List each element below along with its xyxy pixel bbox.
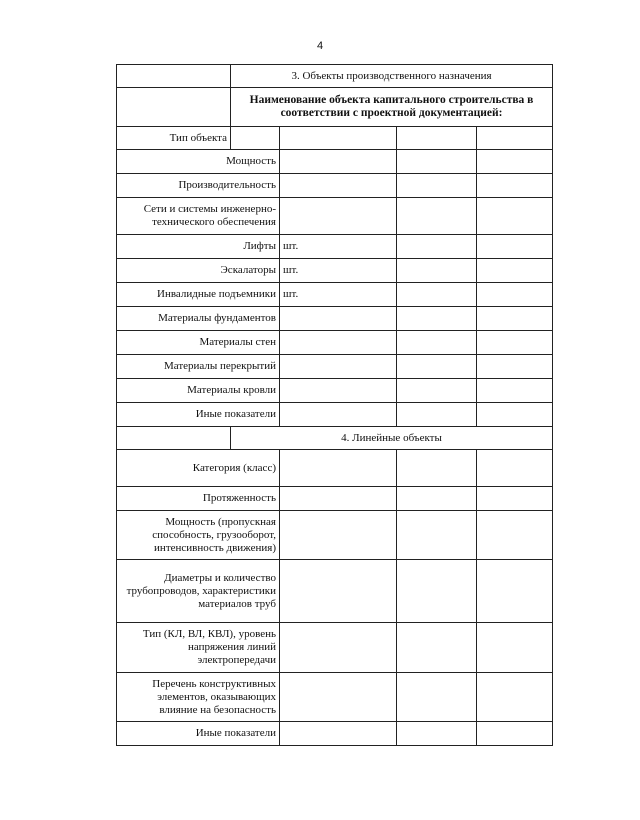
row-label: Иные показатели bbox=[117, 403, 280, 427]
form-table bbox=[116, 64, 553, 746]
row-label: Производительность bbox=[117, 174, 280, 198]
value-cell[interactable] bbox=[477, 259, 553, 283]
value-cell[interactable] bbox=[397, 623, 477, 673]
section3-title-row bbox=[117, 65, 553, 88]
value-cell[interactable] bbox=[397, 560, 477, 623]
table-row bbox=[117, 235, 553, 259]
row-unit[interactable] bbox=[280, 511, 397, 560]
object-type-row bbox=[117, 127, 553, 150]
value-cell[interactable] bbox=[477, 198, 553, 235]
value-cell[interactable] bbox=[397, 355, 477, 379]
value-cell[interactable] bbox=[397, 511, 477, 560]
row-label: Иные показатели bbox=[117, 722, 280, 746]
page-number: 4 bbox=[316, 40, 324, 52]
value-cell[interactable] bbox=[477, 673, 553, 722]
section3-header-row bbox=[117, 88, 553, 127]
row-label: Лифты bbox=[117, 235, 280, 259]
value-cell[interactable] bbox=[280, 127, 397, 150]
table-row bbox=[117, 307, 553, 331]
value-cell[interactable] bbox=[397, 127, 477, 150]
value-cell[interactable] bbox=[477, 560, 553, 623]
value-cell[interactable] bbox=[397, 174, 477, 198]
value-cell[interactable] bbox=[397, 722, 477, 746]
row-unit[interactable]: шт. bbox=[280, 259, 397, 283]
object-type-cell[interactable] bbox=[231, 127, 280, 150]
value-cell[interactable] bbox=[397, 259, 477, 283]
row-unit[interactable] bbox=[280, 450, 397, 487]
row-unit[interactable] bbox=[280, 487, 397, 511]
row-unit[interactable] bbox=[280, 331, 397, 355]
value-cell[interactable] bbox=[477, 331, 553, 355]
row-unit[interactable] bbox=[280, 722, 397, 746]
value-cell[interactable] bbox=[477, 450, 553, 487]
row-label: Эскалаторы bbox=[117, 259, 280, 283]
row-unit[interactable] bbox=[280, 623, 397, 673]
table-row bbox=[117, 403, 553, 427]
row-label: Тип (КЛ, ВЛ, КВЛ), уровень напряжения линий электропередачи bbox=[117, 623, 280, 673]
value-cell[interactable] bbox=[477, 511, 553, 560]
table-row bbox=[117, 673, 553, 722]
object-type-label: Тип объекта bbox=[117, 127, 231, 150]
object-name-header: Наименование объекта капитального строительства в соответствии с проектной документацией: bbox=[231, 88, 553, 127]
value-cell[interactable] bbox=[477, 307, 553, 331]
table-row bbox=[117, 355, 553, 379]
value-cell[interactable] bbox=[477, 150, 553, 174]
value-cell[interactable] bbox=[477, 487, 553, 511]
table-row bbox=[117, 331, 553, 355]
value-cell[interactable] bbox=[397, 198, 477, 235]
row-label: Мощность (пропускная способность, грузооборот, интенсивность движения) bbox=[117, 511, 280, 560]
row-unit[interactable]: шт. bbox=[280, 283, 397, 307]
row-label: Материалы фундаментов bbox=[117, 307, 280, 331]
value-cell[interactable] bbox=[477, 722, 553, 746]
table-row bbox=[117, 150, 553, 174]
table-row bbox=[117, 511, 553, 560]
value-cell[interactable] bbox=[477, 355, 553, 379]
value-cell[interactable] bbox=[397, 235, 477, 259]
table-row bbox=[117, 623, 553, 673]
row-unit[interactable] bbox=[280, 150, 397, 174]
value-cell[interactable] bbox=[397, 150, 477, 174]
table-row bbox=[117, 487, 553, 511]
row-label: Мощность bbox=[117, 150, 280, 174]
value-cell[interactable] bbox=[397, 673, 477, 722]
row-unit[interactable] bbox=[280, 198, 397, 235]
row-unit[interactable] bbox=[280, 403, 397, 427]
value-cell[interactable] bbox=[397, 307, 477, 331]
row-label: Инвалидные подъемники bbox=[117, 283, 280, 307]
value-cell[interactable] bbox=[477, 127, 553, 150]
row-unit[interactable] bbox=[280, 673, 397, 722]
row-label: Диаметры и количество трубопроводов, характеристики материалов труб bbox=[117, 560, 280, 623]
table-row bbox=[117, 174, 553, 198]
table-row bbox=[117, 198, 553, 235]
row-unit[interactable] bbox=[280, 379, 397, 403]
value-cell[interactable] bbox=[397, 331, 477, 355]
value-cell[interactable] bbox=[397, 283, 477, 307]
value-cell[interactable] bbox=[397, 403, 477, 427]
value-cell[interactable] bbox=[477, 283, 553, 307]
row-unit[interactable] bbox=[280, 560, 397, 623]
spacer-cell bbox=[117, 427, 231, 450]
row-label: Сети и системы инженерно-технического обеспечения bbox=[117, 198, 280, 235]
row-label: Перечень конструктивных элементов, оказывающих влияние на безопасность bbox=[117, 673, 280, 722]
row-label: Протяженность bbox=[117, 487, 280, 511]
table-row bbox=[117, 259, 553, 283]
table-row bbox=[117, 450, 553, 487]
row-unit[interactable]: шт. bbox=[280, 235, 397, 259]
table-row bbox=[117, 283, 553, 307]
row-label: Материалы кровли bbox=[117, 379, 280, 403]
row-unit[interactable] bbox=[280, 355, 397, 379]
row-label: Материалы стен bbox=[117, 331, 280, 355]
table-row bbox=[117, 379, 553, 403]
row-unit[interactable] bbox=[280, 174, 397, 198]
value-cell[interactable] bbox=[477, 379, 553, 403]
value-cell[interactable] bbox=[477, 623, 553, 673]
value-cell[interactable] bbox=[397, 487, 477, 511]
row-label: Категория (класс) bbox=[117, 450, 280, 487]
value-cell[interactable] bbox=[397, 379, 477, 403]
section4-title-row bbox=[117, 427, 553, 450]
row-unit[interactable] bbox=[280, 307, 397, 331]
value-cell[interactable] bbox=[477, 174, 553, 198]
section3-title: 3. Объекты производственного назначения bbox=[231, 65, 553, 88]
section4-title: 4. Линейные объекты bbox=[231, 427, 553, 450]
table-row bbox=[117, 560, 553, 623]
header-blank-cell bbox=[117, 88, 231, 127]
value-cell[interactable] bbox=[477, 235, 553, 259]
spacer-cell bbox=[117, 65, 231, 88]
row-label: Материалы перекрытий bbox=[117, 355, 280, 379]
value-cell[interactable] bbox=[397, 450, 477, 487]
form-table-body bbox=[117, 65, 553, 746]
table-row bbox=[117, 722, 553, 746]
value-cell[interactable] bbox=[477, 403, 553, 427]
